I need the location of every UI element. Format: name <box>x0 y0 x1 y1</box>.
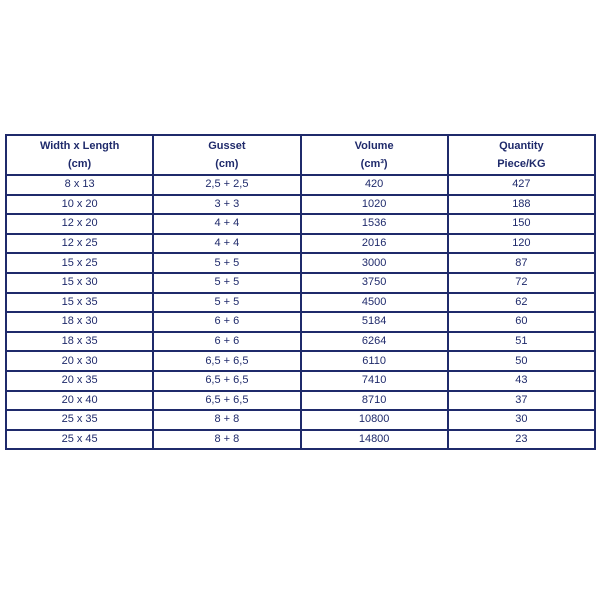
cell-width-length: 18 x 30 <box>6 312 153 332</box>
table-row <box>6 312 595 332</box>
table-row <box>6 234 595 254</box>
cell-width-length: 12 x 20 <box>6 214 153 234</box>
table-row <box>6 175 595 195</box>
table-header-row <box>6 135 595 175</box>
cell-quantity: 427 <box>448 175 595 195</box>
cell-quantity: 51 <box>448 332 595 352</box>
header-width-length: Width x Length (cm) <box>6 135 153 175</box>
cell-quantity: 43 <box>448 371 595 391</box>
cell-gusset: 4 + 4 <box>153 234 300 254</box>
cell-width-length: 15 x 35 <box>6 293 153 313</box>
cell-volume: 2016 <box>301 234 448 254</box>
cell-quantity: 37 <box>448 391 595 411</box>
cell-gusset: 8 + 8 <box>153 430 300 450</box>
table-row <box>6 293 595 313</box>
table-row <box>6 351 595 371</box>
cell-width-length: 20 x 35 <box>6 371 153 391</box>
cell-gusset: 5 + 5 <box>153 273 300 293</box>
cell-gusset: 6,5 + 6,5 <box>153 371 300 391</box>
cell-volume: 10800 <box>301 410 448 430</box>
table-body <box>6 175 595 449</box>
cell-width-length: 15 x 30 <box>6 273 153 293</box>
table-row <box>6 214 595 234</box>
cell-gusset: 5 + 5 <box>153 253 300 273</box>
cell-quantity: 150 <box>448 214 595 234</box>
cell-quantity: 188 <box>448 195 595 215</box>
table-row <box>6 253 595 273</box>
cell-width-length: 8 x 13 <box>6 175 153 195</box>
cell-volume: 14800 <box>301 430 448 450</box>
cell-volume: 8710 <box>301 391 448 411</box>
cell-quantity: 60 <box>448 312 595 332</box>
cell-gusset: 8 + 8 <box>153 410 300 430</box>
cell-gusset: 2,5 + 2,5 <box>153 175 300 195</box>
cell-width-length: 20 x 30 <box>6 351 153 371</box>
cell-width-length: 12 x 25 <box>6 234 153 254</box>
cell-volume: 4500 <box>301 293 448 313</box>
cell-gusset: 6 + 6 <box>153 332 300 352</box>
header-volume: Volume (cm³) <box>301 135 448 175</box>
table-row <box>6 410 595 430</box>
cell-gusset: 6,5 + 6,5 <box>153 351 300 371</box>
table-row <box>6 371 595 391</box>
cell-gusset: 4 + 4 <box>153 214 300 234</box>
cell-volume: 6264 <box>301 332 448 352</box>
cell-gusset: 6 + 6 <box>153 312 300 332</box>
table-row <box>6 273 595 293</box>
table-row <box>6 332 595 352</box>
cell-width-length: 18 x 35 <box>6 332 153 352</box>
cell-width-length: 25 x 35 <box>6 410 153 430</box>
cell-width-length: 20 x 40 <box>6 391 153 411</box>
cell-width-length: 25 x 45 <box>6 430 153 450</box>
cell-gusset: 5 + 5 <box>153 293 300 313</box>
cell-width-length: 10 x 20 <box>6 195 153 215</box>
cell-quantity: 120 <box>448 234 595 254</box>
table-row <box>6 430 595 450</box>
bag-size-spec-table <box>5 134 596 450</box>
cell-quantity: 30 <box>448 410 595 430</box>
cell-quantity: 87 <box>448 253 595 273</box>
cell-volume: 5184 <box>301 312 448 332</box>
cell-volume: 3750 <box>301 273 448 293</box>
cell-quantity: 23 <box>448 430 595 450</box>
cell-volume: 7410 <box>301 371 448 391</box>
cell-quantity: 72 <box>448 273 595 293</box>
table-row <box>6 391 595 411</box>
cell-gusset: 3 + 3 <box>153 195 300 215</box>
table-row <box>6 195 595 215</box>
cell-volume: 1536 <box>301 214 448 234</box>
header-gusset: Gusset (cm) <box>153 135 300 175</box>
cell-volume: 6110 <box>301 351 448 371</box>
cell-quantity: 50 <box>448 351 595 371</box>
cell-volume: 3000 <box>301 253 448 273</box>
cell-gusset: 6,5 + 6,5 <box>153 391 300 411</box>
cell-quantity: 62 <box>448 293 595 313</box>
cell-volume: 1020 <box>301 195 448 215</box>
header-quantity: Quantity Piece/KG <box>448 135 595 175</box>
cell-volume: 420 <box>301 175 448 195</box>
cell-width-length: 15 x 25 <box>6 253 153 273</box>
